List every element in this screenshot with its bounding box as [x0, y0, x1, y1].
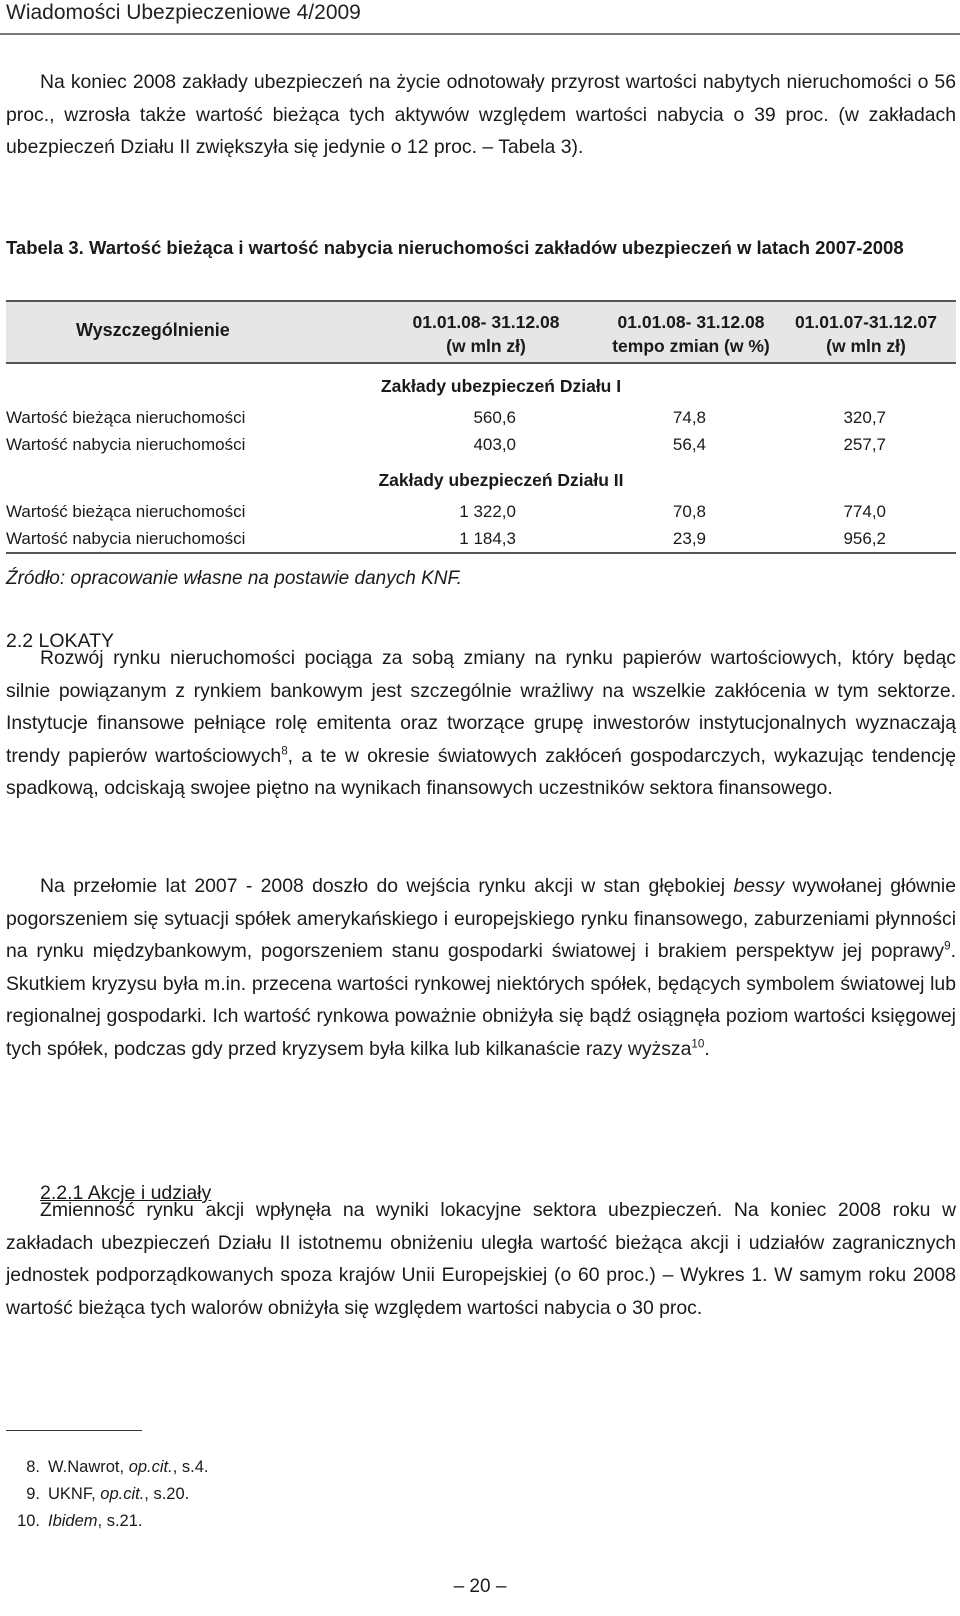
row-name: Wartość nabycia nieruchomości [6, 529, 246, 548]
row-name: Wartość bieżąca nieruchomości [6, 408, 246, 427]
table-row [6, 431, 956, 458]
footnote-text: W.Nawrot, [48, 1458, 129, 1476]
row-value-1: 403,0 [473, 435, 516, 454]
footnotes [6, 1454, 208, 1535]
table-caption-label: Tabela 3. [6, 237, 84, 258]
table-row [6, 498, 956, 525]
footnote-page: , s.21. [97, 1512, 143, 1530]
akcje-p1-text: Zmienność rynku akcji wpłynęła na wyniki lokacyjne sektora ubezpieczeń. Na koniec 2008 roku w zakładach ubezpieczeń Działu II istotnemu obniżeniu uległa wartość bieżąca akcji i udziałów zagranicznych jednostek podporządkowanych spoza krajów Unii Europejskiej (o 60 proc.) – Wykres 1. W samym roku 2008 wartość bieżąca tych walorów obniżyła się względem wartości nabycia o 30 proc. [6, 1199, 956, 1319]
footnote-ref-8[interactable]: 8 [281, 744, 288, 758]
header-col-3-unit: (w mln zł) [826, 336, 906, 356]
table-row [6, 525, 956, 552]
header-col-1-period: 01.01.08- 31.12.08 [412, 312, 560, 332]
header-col-2-period: 01.01.08- 31.12.08 [617, 312, 765, 332]
table-bottom-rule [6, 552, 956, 554]
header-rule [0, 33, 960, 35]
footnote-page: , s.20. [144, 1485, 190, 1503]
section-heading-lokaty: 2.2 LOKATY [6, 630, 115, 652]
akcje-paragraph-1 [6, 1194, 956, 1324]
row-value-1: 1 184,3 [459, 529, 516, 548]
lokaty-p2-text-d: . [704, 1037, 710, 1060]
lokaty-p1-text-a: Rozwój rynku nieruchomości pociąga za sobą zmiany na rynku papierów wartościowych, który będąc silnie powiązanym z rynkiem bankowym jest szczególnie wrażliwy na wszelkie zakłócenia w tym sektorze. Instytucje finansowe pełniące rolę emitenta oraz tworzące grupę inwestorów instytucjonalnych wyznaczają trendy papierów wartościowych [6, 647, 956, 767]
lokaty-p2-text-a: Na przełomie lat 2007 - 2008 doszło do wejścia rynku akcji w stan głębokiej [40, 875, 734, 897]
section-title-dzial-1: Zakłady ubezpieczeń Działu I [380, 376, 622, 396]
footnote-number: 8. [26, 1458, 40, 1476]
lokaty-paragraph-2 [6, 870, 956, 1066]
row-value-3: 956,2 [843, 529, 886, 548]
row-value-2: 70,8 [672, 502, 706, 521]
lokaty-p2-text-c: . Skutkiem kryzysu była m.in. przecena wartości rynkowej niektórych spółek, będących symbolem światowej lub regionalnej gospodarki. Ich wartość rynkowa poważnie obniżyła się bądź osiągnęła poziom wartości księgowej tych spółek, podczas gdy przed kryzysem była kilka lub kilkanaście razy wyższa [6, 940, 956, 1060]
lokaty-p1-text-b: , a te w okresie światowych zakłóceń gospodarczych, wykazując tendencję spadkową, odciskają swojee piętno na wynikach finansowych uczestników sektora finansowego. [6, 744, 956, 800]
row-value-3: 257,7 [843, 435, 886, 454]
footnote-italic: op.cit. [128, 1458, 173, 1476]
row-value-2: 23,9 [672, 529, 706, 548]
header-label: Wyszczególnienie [76, 320, 230, 340]
footnote-item [6, 1508, 208, 1535]
header-col-3-period: 01.01.07-31.12.07 [794, 312, 938, 332]
table-source: Źródło: opracowanie własne na postawie danych KNF. [6, 568, 462, 589]
intro-paragraph [6, 66, 956, 164]
table-caption [6, 234, 956, 262]
footnote-ref-9[interactable]: 9 [944, 939, 951, 953]
footnote-page: , s.4. [172, 1458, 209, 1476]
header-col-3 [766, 310, 960, 358]
footnote-number: 9. [26, 1485, 40, 1503]
journal-title: Wiadomości Ubezpieczeniowe 4/2009 [6, 1, 361, 24]
data-table [6, 300, 956, 554]
footnote-item [6, 1454, 208, 1481]
header-col-1 [386, 310, 586, 358]
running-header [0, 0, 960, 34]
lokaty-paragraph-1 [6, 642, 956, 805]
table-caption-text: Wartość bieżąca i wartość nabycia nieruchomości zakładów ubezpieczeń w latach 2007-2008 [88, 237, 904, 258]
row-value-1: 1 322,0 [459, 502, 516, 521]
row-value-2: 56,4 [672, 435, 706, 454]
row-name: Wartość nabycia nieruchomości [6, 435, 246, 454]
footnote-number: 10. [17, 1512, 40, 1530]
lokaty-p2-text-b: wywołanej głównie pogorszeniem się sytuacji spółek amerykańskiego i europejskiego rynku finansowego, zaburzeniami płynności na rynku międzybankowym, pogorszeniem stanu gospodarki światowej i brakiem perspektyw jej poprawy [6, 875, 956, 963]
lokaty-p2-italic: bessy [733, 875, 785, 897]
page-number: – 20 – [453, 1576, 507, 1597]
footnote-rule [6, 1430, 142, 1431]
row-value-2: 74,8 [672, 408, 706, 427]
intro-text: Na koniec 2008 zakłady ubezpieczeń na życie odnotowały przyrost wartości nabytych nieruchomości o 56 proc., wzrosła także wartość bieżąca tych aktywów względem wartości nabycia o 39 proc. (w zakładach ubezpieczeń Działu II zwiększyła się jedynie o 12 proc. – Tabela 3). [6, 71, 956, 159]
row-value-1: 560,6 [473, 408, 516, 427]
table-row [6, 404, 956, 431]
footnote-item [6, 1481, 208, 1508]
section-title-dzial-2: Zakłady ubezpieczeń Działu II [378, 470, 624, 490]
footnote-text: UKNF, [48, 1485, 101, 1503]
row-value-3: 320,7 [843, 408, 886, 427]
footnote-ref-10[interactable]: 10 [691, 1037, 705, 1051]
section-heading-akcje: 2.2.1 Akcje i udziały [40, 1182, 212, 1204]
table-header [6, 300, 956, 364]
row-name: Wartość bieżąca nieruchomości [6, 502, 246, 521]
header-col-2-unit: tempo zmian (w %) [612, 336, 770, 356]
footnote-italic: op.cit. [100, 1485, 145, 1503]
footnote-italic: Ibidem [48, 1512, 98, 1530]
header-col-1-unit: (w mln zł) [446, 336, 526, 356]
row-value-3: 774,0 [843, 502, 886, 521]
